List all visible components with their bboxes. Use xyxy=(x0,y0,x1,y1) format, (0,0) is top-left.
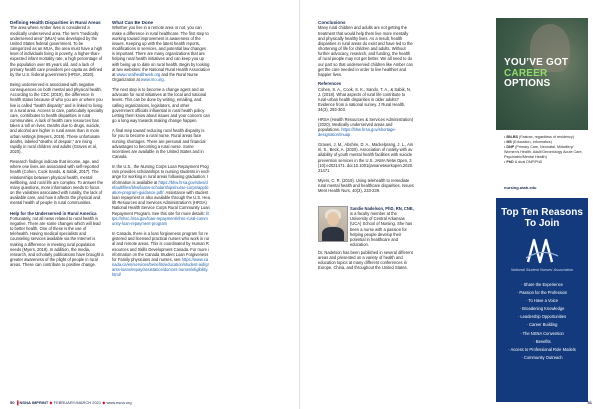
left-footer: 50 ▐ NSNA IMPRINT ◆ FEBRUARY/MARCH 2021 ◆ www.nsna.org xyxy=(10,400,132,405)
nsna-ad-title xyxy=(496,207,588,229)
career-ad-url[interactable]: nursing.utah.edu xyxy=(504,185,537,190)
paragraph: Research findings indicate that income, age, and where one lives are associated with self-reported health (Cohen, Cook Sands, & Sabik, 2017). The relationships between physical health, mental wellbeing, and rural life are complex. To answer the many questions, more information needs to focus on the variables associated with rurality, the lack of available care, and how it affects the physical and mental health of people in rural communities. xyxy=(10,159,103,206)
career-option-item: • DNP (Primary Care, Neonatal, Midwifery/ Women’s Health, Adult/Gerontology Acute Care, Psychiatric/Mental Health) xyxy=(504,145,583,160)
author-body xyxy=(322,227,344,242)
paragraph: The next step is to become a change agent and an advocate for rural initiatives at the local and national levels. This can be done by writing, emailing, and calling organizations, legislators, and other government officials influential in rural health policy. Letting them know about issues and your concern can go a long way towards making change happen. xyxy=(112,87,210,124)
program-detail: (Primary Care, Neonatal, Midwifery/ Women’s Health, Adult/Gerontology Acute Care, Psychiatric/Mental Health) xyxy=(504,145,583,160)
left-column-2 xyxy=(112,20,210,282)
nsna-logo-text: National Student Nurses’ Association xyxy=(510,268,574,272)
paragraph-text: and the Rural Nurse Organization at xyxy=(112,71,199,82)
right-column-text xyxy=(318,20,414,197)
paragraph-text: . Assistance with student loan repayment is also available through the U.S. Health Resources and Services Administration’s (HRSA) National Health Service Corps Rural Community Loan Repayment Program. See this site for more details: xyxy=(112,189,210,216)
right-footer xyxy=(588,400,592,405)
link-ruralhealthweb[interactable]: www.ruralhealthweb.org xyxy=(116,71,161,77)
program-code: DNP xyxy=(506,145,515,150)
link-hrsa-muap[interactable]: https://bhw.hrsa.gov/shortage-designation/muap xyxy=(318,127,397,138)
section-heading-health-disparities: Defining Health Disparities in Rural Areas xyxy=(10,20,101,25)
paragraph: A final step toward reducing rural health disparity is for you to become a rural nurse. Rural areas face nursing shortages. There are personal and financial advantages to becoming a rural nurse. Some incentives are available in the United States and in Canada. xyxy=(112,128,206,159)
nsna-reasons-list xyxy=(496,281,588,362)
page-number: 51 xyxy=(587,400,592,405)
nsna-ad-title-line: To Join xyxy=(524,218,560,229)
author-photo xyxy=(318,206,348,242)
paragraph-text: In the U.S., the Nursing Corps Loan Repayment Program provides scholarships to nursing students in exchange for working in rural areas following graduation. Information is available at xyxy=(112,164,210,185)
section-heading-what-can-be-done: What Can Be Done xyxy=(112,20,154,25)
career-options-list xyxy=(496,130,588,196)
career-option-item: • BN-BS (Fastrax, regardless of residency) xyxy=(504,135,574,139)
link-nurse-corps[interactable]: https://bhw.hrsa.gov/sites/default/files/bhw/loans-scholarships/nurse-corps/application-program-guidance.pdf/ xyxy=(112,179,209,195)
right-page xyxy=(300,0,600,409)
author-name: Sandie Nadelson xyxy=(350,206,383,211)
nsna-reason: · Community Outreach xyxy=(521,354,563,360)
paragraph: The area where Amber lives is considered a medically underserved area. The term “medically underserved area” (MUA) was developed by the United States federal government. To be categorized as an MUA, the area must have a high level of individuals living in poverty, a higher-than-expected infant mortality rate, a high percentage of the population over 65 years old, and a lack of primary health care providers per capita as defined by the U.S. federal government (HRSA, 2020). xyxy=(10,25,103,77)
author-face xyxy=(327,212,339,226)
references-heading: References xyxy=(318,81,342,87)
page-number: 50 xyxy=(10,400,15,405)
nsna-reason: · To Have a Voice xyxy=(525,298,558,304)
left-column-1 xyxy=(10,20,104,272)
section-heading-conclusions: Conclusions xyxy=(318,20,346,25)
reference: Myers, C. R. (2019). Using telehealth to remediate rural mental health and healthcare disparities. Issues Ment Health Nurs, 40(3), 233-239. xyxy=(318,177,414,193)
nsna-reason: · Share the Experience xyxy=(521,282,563,287)
paragraph: Many rural children and adults are not getting the treatment that would help them live more mentally and physically healthy lives. As a result, health disparities in rural areas do exist and have led to the shortening of life for children and adults. Without further advocacy, research, and funding, the health of rural people may not get better. We all need to do our part so that underserved children like Amber can get the care needed in order to live healthier and happier lives. xyxy=(318,25,413,77)
paragraph: Dr. Nadelson has been published in several different areas and presented on a variety of health and education topics at many different conferences in Europe, China, and throughout the United States. xyxy=(318,250,413,271)
link-canada-loan[interactable]: https://www.canada.ca/en/services/benefits/education/student-aid/grants-loans/repay/assistance/doctors-nurses/eligibility.html/ xyxy=(112,256,209,278)
issue-date: FEBRUARY/MARCH 2021 xyxy=(53,400,102,405)
paragraph xyxy=(112,231,210,277)
program-detail: & dual DNP/PhD xyxy=(514,160,543,165)
paragraph-text: Whether you live in a remote area or not, you can make a difference in rural healthcare. The first step to working toward improvement is awareness of the issues. Keeping up with the latest health reports, modifications in services, and potential law changes is important. There are many organizations that are helping rural health initiatives and can keep you up with being up to date on rural health. Begin by looking at two websites: the National Rural Health Association at xyxy=(112,25,210,77)
program-detail: (Education, Informatics) xyxy=(512,140,552,145)
nsna-logo-icon xyxy=(524,236,560,266)
nsna-ad-title-line: Top Ten Reasons xyxy=(501,207,583,218)
reference xyxy=(318,117,414,138)
program-code: MS xyxy=(506,140,512,145)
nsna-reason: · Career Building xyxy=(526,322,558,328)
career-ad-title-line: YOU’VE GOT xyxy=(504,57,569,68)
nsna-reason: · Access to Professional Role Models xyxy=(508,346,576,352)
career-ad-title-line: CAREER xyxy=(504,67,548,79)
career-ad-title-line: OPTIONS xyxy=(504,78,551,89)
nsna-reason: · Benefits xyxy=(533,338,551,344)
nsna-reason: · The NSNA Convention xyxy=(520,330,564,336)
program-code: PhD xyxy=(506,160,514,165)
paragraph-text: In Canada, there is a loan forgiveness program for registered and licensed practical nurses who work in rural and remote areas. This is coordinated by Human Resources and Skills Development Canada. For more information on the Canada Student Loan Forgiveness for Family physicians and nurses, see xyxy=(112,231,210,262)
section-heading-help-underserved: Help for the Underserved in Rural America xyxy=(10,210,97,216)
paragraph: Whether you live in a remote area or not, you can make a difference in rural healthcare. The first step to working toward improvement is awareness of the issues. Keeping up with the latest health reports, modifications in services, and potential law changes is important. There are many organizations that are helping rural health initiatives and can keep you up with being up to date on rural health. Begin by looking at two websites: the National Rural Health Association at www.ruralhealthweb.org and the Rural Nurse Organization at www.rno.org. xyxy=(112,25,210,82)
author-credentials: , PhD, RN, CNE, xyxy=(383,206,414,211)
program-code: BN-BS xyxy=(506,135,519,139)
career-option-item: • MS (Education, Informatics) xyxy=(504,140,552,145)
reference-text: HRSA (Health Resources & Services Administration) (2020). Medically underserved areas and populations. xyxy=(318,116,414,133)
publication-name: NSNA IMPRINT xyxy=(19,400,49,405)
program-detail: (Fastrax, regardless of residency) xyxy=(519,135,574,139)
right-column-closing xyxy=(318,250,414,276)
paragraph xyxy=(112,164,210,226)
website: www.nsna.org xyxy=(106,400,132,405)
nsna-reason: · Leadership Opportunities xyxy=(517,314,567,320)
career-option-item: • PhD & dual DNP/PhD xyxy=(504,160,543,165)
author-bio xyxy=(350,206,414,247)
career-ad-title xyxy=(504,58,568,90)
link-nhsc-loan[interactable]: https://nhsc.hrsa.gov/loan-repayment/nhsc-rural-community-loan-repayment-program xyxy=(112,210,210,226)
ad-column xyxy=(496,18,588,402)
link-rno[interactable]: www.rno.org xyxy=(140,76,164,82)
nsna-ad[interactable] xyxy=(496,198,588,402)
career-options-ad[interactable] xyxy=(496,18,588,130)
author-bio-text: is a faculty member at the University of Central Arkansas (UCA) School of Nursing. She has been a nurse with a passion for helping people develop their potential in healthcare and education. xyxy=(350,211,413,248)
nsna-reason: · Passion for the Profession xyxy=(516,290,568,296)
reference: Graves, J. M., Abshire, D. A., Mackelprang, J. L., Amiri, S., Beck, A. (2020). Association of rurality with availability of youth mental health facilities with suicide prevention services in the U.S. JAMA Netw Open, 3(10):e2021471. doi:10.1001/jamanetworkopen.2020.21471 xyxy=(318,142,414,173)
paragraph: Being underserved is associated with negative consequences on both mental and physical health. According to the CDC (2019), the difference in health status because of who you are or where you live is called “health disparity” and is linked to living in a rural area. Access to care, particularly specialty care, contributes to health disparities in rural communities. A lack of health care resources has taken a toll on lives. Deaths due to drugs, suicide, and alcohol are higher in rural areas than in more urban settings (Meyers, 2019). These unfortunate deaths, labeled “deaths of despair,” are rising rapidly in rural children and adults (Graves et al, 2020). xyxy=(10,81,104,154)
nsna-reason: · Broadening Knowledge xyxy=(519,306,565,312)
reference: Cohen, S. A., Cook, S. K., Sando, T. A., & Sabik, N. J. (2018). What aspects of rural life contribute to rural-urban health disparities in older adults? Evidence from a national survey. J Rural Health, 34(3), 293-303. xyxy=(318,86,411,113)
paragraph: Fortunately, not all news related to rural health is negative. There are some changes which will lead to better health. One of these is the use of telehealth. Having medical specialists and counseling services available via the Internet is making a difference in meeting rural population needs (Myers, 2019). In addition, the media, research, and scholarly publications have brought a greater awareness of the plight of people in rural areas. These can contribute to positive change. xyxy=(10,215,104,268)
